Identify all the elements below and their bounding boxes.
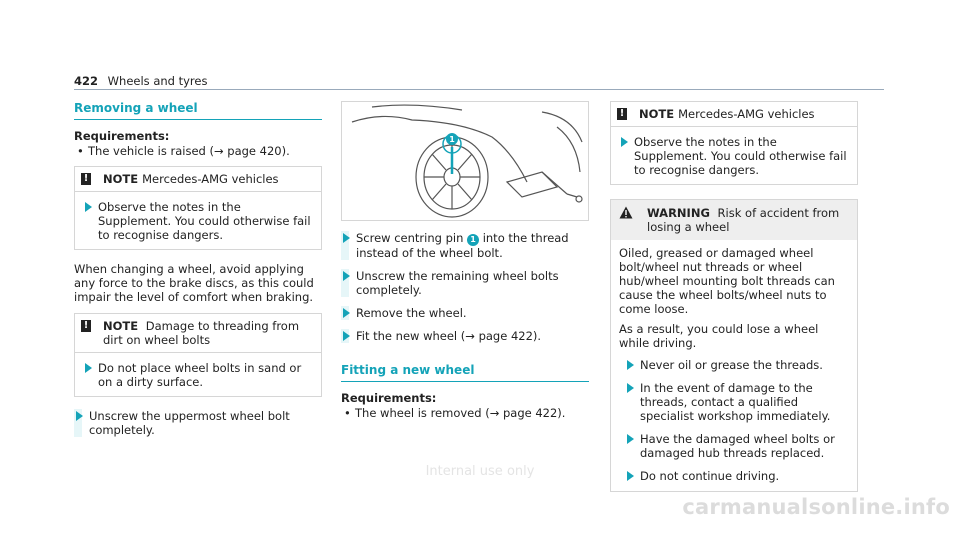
note-box: [74, 166, 322, 250]
illustration-badge: 1: [449, 135, 455, 144]
warning-step-text: In the event of damage to the threads, contact a qualified specialist workshop immediately.: [640, 381, 831, 423]
warning-step-text: Do not continue driving.: [640, 469, 780, 483]
section-title-removing: Removing a wheel: [74, 101, 322, 120]
step-text: Remove the wheel.: [356, 306, 467, 320]
arrow-right-icon: [343, 271, 350, 281]
page-number: 422: [74, 74, 99, 88]
right-column: [610, 101, 858, 492]
arrow-right-icon: [343, 308, 350, 318]
note-box: [74, 313, 322, 397]
arrow-right-icon: [85, 202, 92, 212]
step-item: [341, 231, 589, 260]
note-title: Mercedes-AMG vehicles: [142, 172, 279, 186]
wheel-drawing: [342, 102, 588, 220]
arrow-right-icon: [343, 331, 350, 341]
step-item: [341, 306, 589, 320]
warning-step-text: Have the damaged wheel bolts or damaged hub threads replaced.: [640, 432, 835, 460]
middle-column: [341, 101, 589, 422]
note-label: NOTE: [639, 107, 675, 121]
step-text: Unscrew the remaining wheel bolts completely.: [356, 269, 559, 297]
wheel-illustration: [341, 101, 589, 221]
note-step-text: Do not place wheel bolts in sand or on a dirty surface.: [98, 361, 302, 389]
note-header: [75, 314, 321, 352]
callout-badge-icon: 1: [467, 234, 479, 246]
note-label: NOTE: [103, 319, 139, 333]
warning-triangle-icon: [619, 206, 633, 219]
exclamation-icon: !: [81, 320, 91, 332]
warning-header: [611, 200, 857, 240]
section-title-fitting: Fitting a new wheel: [341, 363, 589, 382]
requirement-item: • The wheel is removed (→ page 422).: [341, 406, 589, 420]
warning-step: [619, 358, 849, 372]
watermark-text: Internal use only: [425, 464, 535, 479]
exclamation-icon: !: [81, 173, 91, 185]
step-item: [74, 409, 322, 437]
note-header: [611, 102, 857, 126]
note-body: [75, 191, 321, 249]
requirements-label: Requirements:: [74, 129, 170, 143]
arrow-right-icon: [627, 360, 634, 370]
note-header: [75, 167, 321, 191]
warning-step-text: Never oil or grease the threads.: [640, 358, 823, 372]
note-box: [610, 101, 858, 185]
step-item: [341, 329, 589, 343]
paragraph: When changing a wheel, avoid applying any force to the brake discs, as this could impair the level of comfort when braking.: [74, 262, 314, 304]
note-step: [83, 361, 313, 389]
warning-step: [619, 381, 849, 423]
arrow-right-icon: [627, 383, 634, 393]
warning-box: [610, 199, 858, 492]
note-step: [619, 135, 849, 177]
arrow-right-icon: [85, 363, 92, 373]
arrow-right-icon: [76, 411, 83, 421]
note-title: Mercedes-AMG vehicles: [678, 107, 815, 121]
step-text: Unscrew the uppermost wheel bolt completely.: [89, 409, 290, 437]
step-text-part: Screw centring pin: [356, 231, 464, 245]
note-title: Damage to threading from dirt on wheel bolts: [103, 319, 300, 347]
step-text: Fit the new wheel (→ page 422).: [356, 329, 542, 343]
site-watermark: carmanualsonline.info: [682, 495, 950, 519]
note-body: [611, 126, 857, 184]
note-step-text: Observe the notes in the Supplement. You could otherwise fail to recognise dangers.: [634, 135, 847, 177]
note-body: [75, 352, 321, 396]
step-item: [341, 269, 589, 297]
left-column: [74, 101, 322, 446]
arrow-right-icon: [627, 434, 634, 444]
note-label: NOTE: [103, 172, 139, 186]
exclamation-icon: !: [617, 108, 627, 120]
note-step: [83, 200, 313, 242]
step-text: [356, 231, 589, 260]
header-title: Wheels and tyres: [107, 74, 208, 88]
warning-step: [619, 432, 849, 460]
arrow-right-icon: [621, 137, 628, 147]
warning-title: Risk of accident from losing a wheel: [647, 206, 840, 234]
requirements-label: Requirements:: [341, 391, 437, 405]
warning-paragraph: Oiled, greased or damaged wheel bolt/wheel nut threads or wheel hub/wheel mounting bolt threads can cause the wheel bolts/wheel nuts to come loose.: [619, 246, 835, 316]
note-step-text: Observe the notes in the Supplement. You could otherwise fail to recognise dangers.: [98, 200, 311, 242]
arrow-right-icon: [343, 233, 350, 243]
warning-label: WARNING: [647, 206, 710, 220]
warning-body: [611, 240, 857, 491]
requirement-item: • The vehicle is raised (→ page 420).: [74, 144, 322, 158]
page-header: [74, 74, 884, 90]
step-text-part: into the thread instead of the wheel bolt.: [356, 231, 569, 260]
warning-paragraph: As a result, you could lose a wheel while driving.: [619, 322, 819, 350]
